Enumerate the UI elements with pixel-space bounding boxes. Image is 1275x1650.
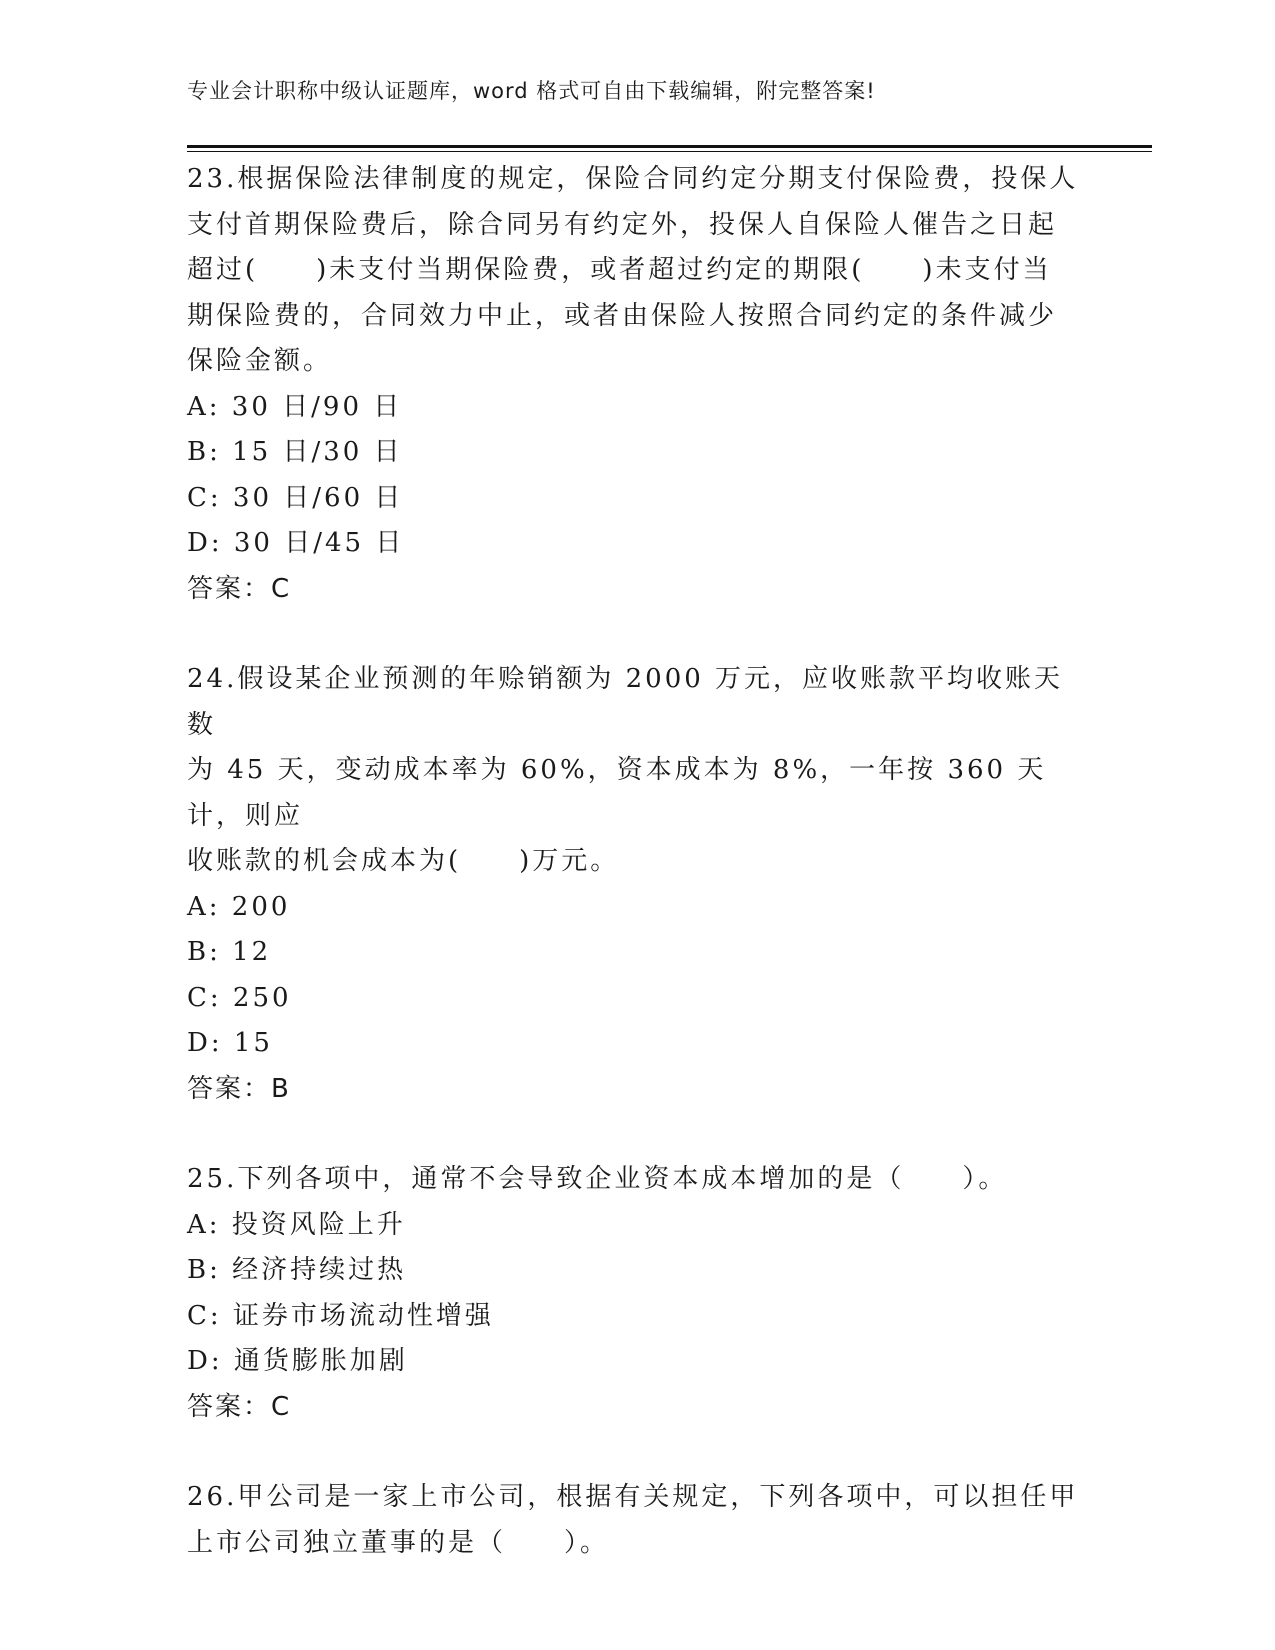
question-24 xyxy=(187,657,1087,1112)
question-spacer xyxy=(187,1112,1087,1157)
option-c: C: 250 xyxy=(187,982,292,1013)
question-23 xyxy=(187,157,1087,612)
question-25 xyxy=(187,1157,1087,1430)
answer-line: 答案：C xyxy=(187,573,292,604)
option-c: C: 证券市场流动性增强 xyxy=(187,1300,494,1331)
option-b: B: 12 xyxy=(187,937,272,967)
question-stem-line: 保险金额。 xyxy=(187,346,333,376)
header-note: 专业会计职称中级认证题库，word 格式可自由下载编辑，附完整答案! xyxy=(187,79,876,103)
question-stem-line: 收账款的机会成本为( )万元。 xyxy=(187,846,620,876)
question-stem-line: 23.根据保险法律制度的规定，保险合同约定分期支付保险费，投保人 xyxy=(187,164,1079,194)
question-list xyxy=(187,157,1087,1566)
option-a: A: 投资风险上升 xyxy=(187,1209,406,1240)
question-stem-line: 支付首期保险费后，除合同另有约定外，投保人自保险人催告之日起 xyxy=(187,209,1058,240)
option-b: B: 经济持续过热 xyxy=(187,1255,407,1285)
option-b: B: 15 日/30 日 xyxy=(187,437,403,467)
header-rule-thin xyxy=(187,151,1152,152)
option-c: C: 30 日/60 日 xyxy=(187,482,404,513)
question-stem-line: 上市公司独立董事的是（ ）。 xyxy=(187,1527,610,1558)
question-26 xyxy=(187,1475,1087,1566)
option-a: A: 30 日/90 日 xyxy=(187,391,403,422)
option-d: D: 15 xyxy=(187,1028,273,1058)
question-spacer xyxy=(187,1430,1087,1475)
question-stem-line: 24.假设某企业预测的年赊销额为 2000 万元，应收账款平均收账天数 xyxy=(187,664,1064,740)
question-stem-line: 期保险费的，合同效力中止，或者由保险人按照合同约定的条件减少 xyxy=(187,300,1058,331)
option-a: A: 200 xyxy=(187,891,291,922)
question-spacer xyxy=(187,612,1087,657)
option-d: D: 30 日/45 日 xyxy=(187,528,405,558)
question-stem-line: 26.甲公司是一家上市公司，根据有关规定，下列各项中，可以担任甲 xyxy=(187,1482,1079,1512)
answer-line: 答案：C xyxy=(187,1391,292,1422)
answer-line: 答案：B xyxy=(187,1073,291,1104)
question-stem-line: 为 45 天，变动成本率为 60%，资本成本为 8%，一年按 360 天计，则应 xyxy=(187,755,1047,831)
option-d: D: 通货膨胀加剧 xyxy=(187,1346,408,1376)
header-rule-thick xyxy=(187,145,1152,148)
question-stem-line: 25.下列各项中，通常不会导致企业资本成本增加的是（ ）。 xyxy=(187,1164,1008,1194)
question-stem-line: 超过( )未支付当期保险费，或者超过约定的期限( )未支付当 xyxy=(187,255,1052,285)
